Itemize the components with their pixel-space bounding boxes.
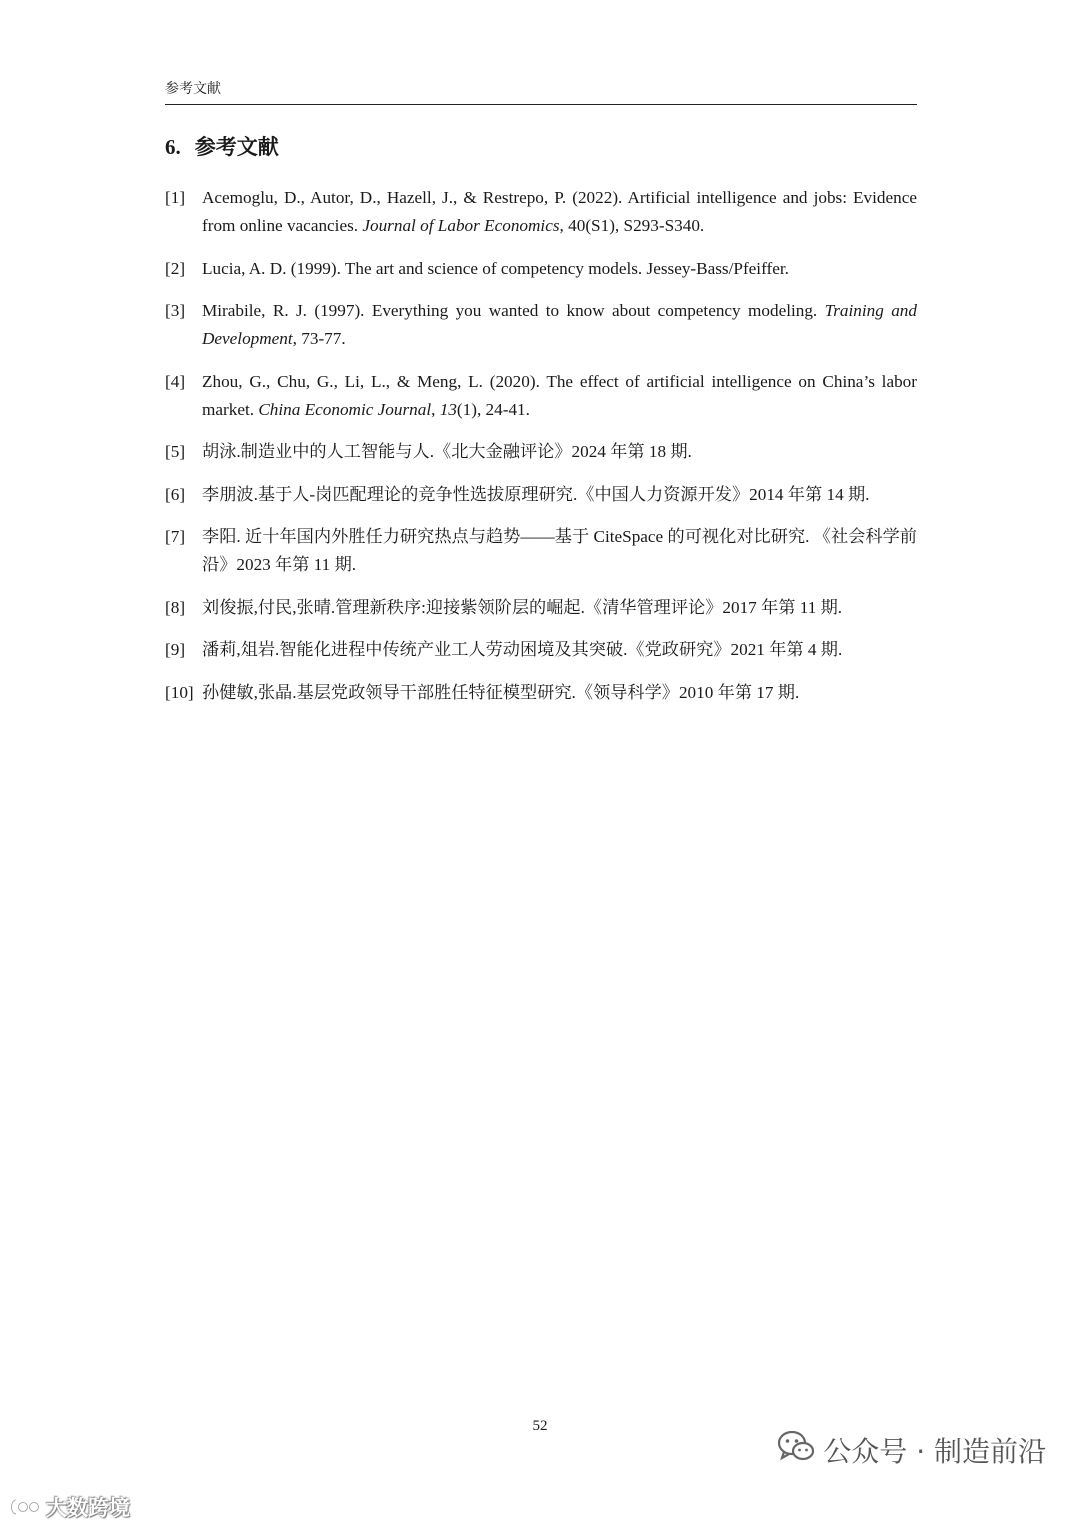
reference-number: [2] <box>165 258 186 278</box>
reference-segment: 胡泳.制造业中的人工智能与人.《北大金融评论》2024 年第 18 期. <box>202 442 692 461</box>
reference-item <box>165 679 917 707</box>
reference-item <box>165 523 917 579</box>
reference-segment: 刘俊振,付民,张晴.管理新秩序:迎接紫领阶层的崛起.《清华管理评论》2017 年第 11 期. <box>202 597 843 617</box>
watermark-right-text: 公众号 · 制造前沿 <box>823 1434 1046 1468</box>
reference-item <box>165 184 917 240</box>
reference-item <box>165 368 917 424</box>
reference-item <box>165 438 917 466</box>
reference-text <box>202 368 917 424</box>
reference-segment: 李阳. 近十年国内外胜任力研究热点与趋势——基于 CiteSpace 的可视化对比研究. 《社会科学前沿》2023 年第 11 期. <box>202 527 917 574</box>
reference-italic-segment: Training and Development <box>202 301 917 348</box>
reference-number: [8] <box>165 597 186 617</box>
reference-number: [6] <box>165 484 186 504</box>
reference-italic-segment: 13 <box>439 399 457 419</box>
reference-item <box>165 481 917 509</box>
reference-item <box>165 297 917 353</box>
reference-text <box>202 481 917 509</box>
watermark-right <box>777 1429 1046 1470</box>
reference-text <box>202 438 917 466</box>
section-number: 6. <box>165 135 181 159</box>
reference-text <box>202 636 917 664</box>
reference-number: [10] <box>165 682 194 702</box>
watermark-left <box>8 1492 130 1522</box>
reference-segment: Acemoglu, D., Autor, D., Hazell, J., & Restrepo, P. (2022). Artificial intelligence and jobs: Evidence from online vacancies. <box>202 188 917 235</box>
wechat-icon <box>777 1429 815 1470</box>
reference-segment: Lucia, A. D. (1999). The art and science of competency models. Jessey-Bass/Pfeiffer. <box>202 258 789 278</box>
reference-segment: 李朋波.基于人-岗匹配理论的竞争性选拔原理研究.《中国人力资源开发》2014 年第 14 期. <box>202 484 870 504</box>
reference-text <box>202 594 917 622</box>
reference-number: [7] <box>165 527 186 546</box>
reference-segment: 潘莉,俎岩.智能化进程中传统产业工人劳动困境及其突破.《党政研究》2021 年第 4 期. <box>202 640 843 659</box>
reference-text <box>202 297 917 353</box>
reference-segment: , 40(S1), S293-S340. <box>559 216 705 235</box>
reference-item <box>165 594 917 622</box>
reference-number: [4] <box>165 371 186 391</box>
reference-text <box>202 679 917 707</box>
reference-text <box>202 255 917 283</box>
reference-item <box>165 636 917 664</box>
watermark-left-text: 大数跨境 <box>46 1496 130 1520</box>
reference-number: [5] <box>165 442 186 461</box>
page-number: 52 <box>532 1418 548 1434</box>
reference-italic-segment: Journal of Labor Economics <box>362 216 560 235</box>
reference-segment: Mirabile, R. J. (1997). Everything you wanted to know about competency modeling. <box>202 301 825 320</box>
reference-number: [3] <box>165 301 186 320</box>
reference-text <box>202 523 917 579</box>
running-header: 参考文献 <box>165 78 917 105</box>
reference-list <box>165 184 917 721</box>
section-heading: 参考文献 <box>194 135 279 159</box>
reference-segment: 孙健敏,张晶.基层党政领导干部胜任特征模型研究.《领导科学》2010 年第 17 期. <box>202 682 800 702</box>
reference-segment: Zhou, G., Chu, G., Li, L., & Meng, L. (2020). The effect of artificial intelligence on China’s labor market. <box>202 371 917 419</box>
reference-segment: , 73-77. <box>292 329 346 348</box>
reference-item <box>165 255 917 283</box>
reference-segment: , <box>431 399 440 419</box>
reference-text <box>202 184 917 240</box>
reference-number: [9] <box>165 640 186 659</box>
reference-italic-segment: China Economic Journal <box>258 399 432 419</box>
reference-segment: (1), 24-41. <box>456 399 530 419</box>
reference-number: [1] <box>165 188 186 207</box>
section-title <box>165 131 279 161</box>
brand-logo-icon <box>8 1496 42 1518</box>
